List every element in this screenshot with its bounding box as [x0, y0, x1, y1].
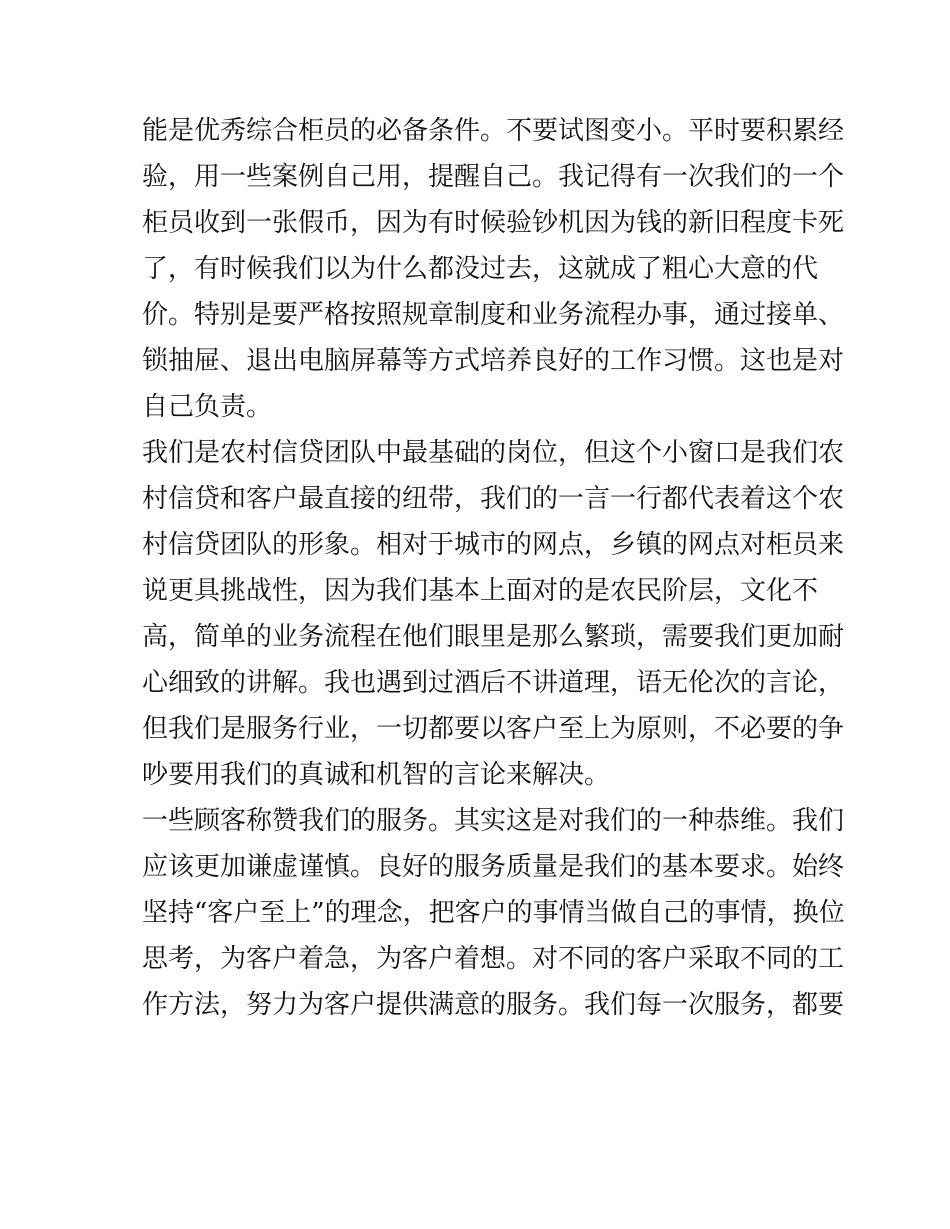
body-text [142, 108, 845, 1028]
text-line: 价。特别是要严格按照规章制度和业务流程办事，通过接单、 [142, 300, 845, 330]
text-line: 一些顾客称赞我们的服务。其实这是对我们的一种恭维。我们 [142, 806, 845, 836]
text-line: 了，有时候我们以为什么都没过去，这就成了粗心大意的代 [142, 254, 819, 284]
text-line: 说更具挑战性，因为我们基本上面对的是农民阶层，文化不 [142, 576, 819, 606]
text-line: 但我们是服务行业，一切都要以客户至上为原则，不必要的争 [142, 714, 845, 744]
text-line: 验，用一些案例自己用，提醒自己。我记得有一次我们的一个 [142, 162, 845, 192]
text-line: 心细致的讲解。我也遇到过酒后不讲道理，语无伦次的言论， [142, 668, 845, 698]
text-line: 能是优秀综合柜员的必备条件。不要试图变小。平时要积累经 [142, 116, 845, 146]
text-line: 应该更加谦虚谨慎。良好的服务质量是我们的基本要求。始终 [142, 852, 845, 882]
text-line: 吵要用我们的真诚和机智的言论来解决。 [142, 760, 611, 790]
text-line: 村信贷和客户最直接的纽带，我们的一言一行都代表着这个农 [142, 484, 845, 514]
text-line: 高，简单的业务流程在他们眼里是那么繁琐，需要我们更加耐 [142, 622, 845, 652]
text-line: 柜员收到一张假币，因为有时候验钞机因为钱的新旧程度卡死 [142, 208, 845, 238]
text-line: 锁抽屉、退出电脑屏幕等方式培养良好的工作习惯。这也是对 [142, 346, 845, 376]
text-line: 思考，为客户着急，为客户着想。对不同的客户采取不同的工 [142, 944, 845, 974]
text-line: 坚持“客户至上”的理念，把客户的事情当做自己的事情，换位 [142, 898, 845, 928]
text-line: 村信贷团队的形象。相对于城市的网点，乡镇的网点对柜员来 [142, 530, 845, 560]
text-line: 作方法，努力为客户提供满意的服务。我们每一次服务，都要 [142, 990, 845, 1020]
text-line: 我们是农村信贷团队中最基础的岗位，但这个小窗口是我们农 [142, 438, 845, 468]
text-line: 自己负责。 [142, 392, 273, 422]
